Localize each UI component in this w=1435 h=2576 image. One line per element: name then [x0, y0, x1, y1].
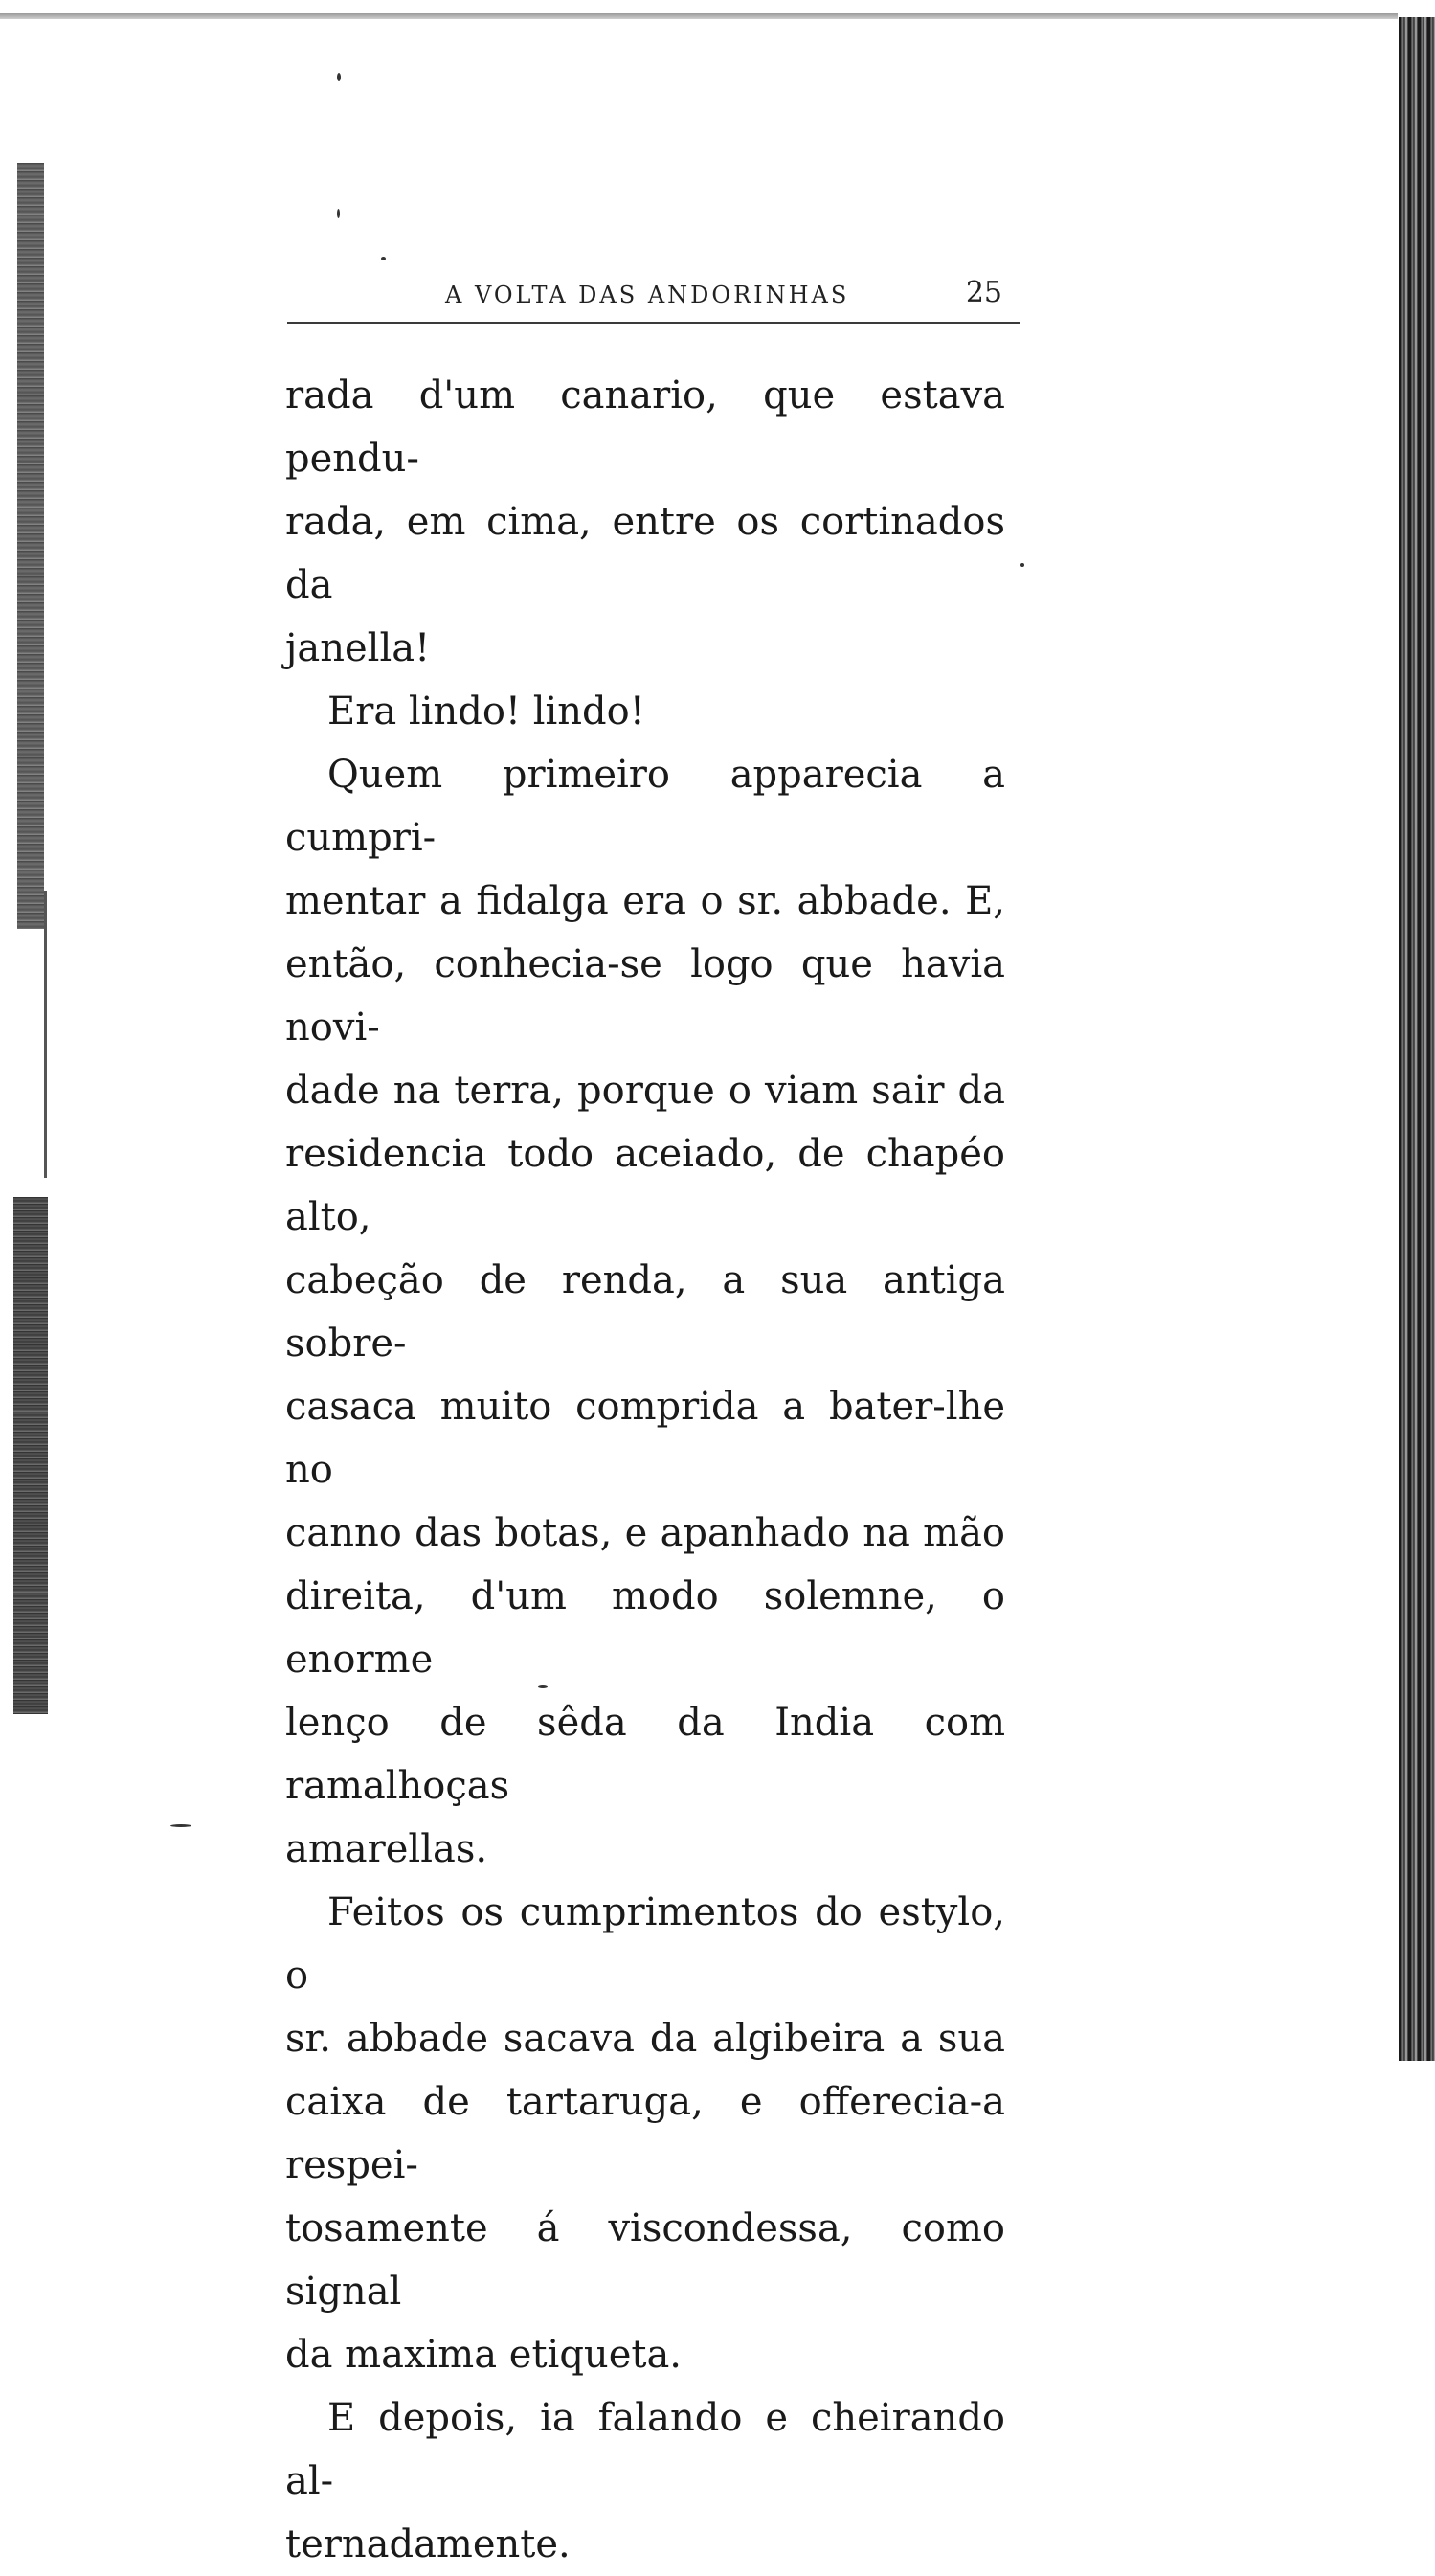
ink-speck [1020, 563, 1024, 567]
text-line: tosamente á viscondessa, como signal [285, 2206, 1005, 2314]
page-stack-edge [1399, 17, 1435, 2061]
text-line: residencia todo aceiado, de chapéo alto, [285, 1132, 1005, 1239]
ink-speck [337, 209, 340, 218]
paragraph [285, 2386, 1005, 2576]
text-line: Feitos os cumprimentos do estylo, o [285, 1890, 1005, 1998]
ink-speck [381, 257, 386, 260]
text-line: caixa de tartaruga, e offerecia-a respei- [285, 2080, 1005, 2187]
paragraph [285, 680, 1005, 743]
text-line: canno das botas, e apanhado na mão [285, 1511, 1005, 1555]
text-line: ternadamente. [285, 2522, 571, 2566]
text-line: então, conhecia-se logo que havia novi- [285, 942, 1005, 1050]
scan-top-edge [0, 13, 1398, 19]
text-line: E depois, ia falando e cheirando al- [285, 2396, 1005, 2503]
text-line: lenço de sêda da India com ramalhoças [285, 1701, 1005, 1808]
text-line: janella! [285, 626, 431, 670]
text-line: dade na terra, porque o viam sair da [285, 1069, 1005, 1113]
text-line: rada, em cima, entre os cortinados da [285, 500, 1005, 607]
text-line: da maxima etiqueta. [285, 2333, 683, 2377]
paragraph [285, 364, 1005, 680]
text-line: cabeção de renda, a sua antiga sobre- [285, 1258, 1005, 1366]
binding-thread [44, 891, 47, 1178]
running-head [287, 276, 1020, 324]
ink-speck [170, 1824, 191, 1827]
paragraph [285, 743, 1005, 1881]
text-line: direita, d'um modo solemne, o enorme [285, 1574, 1005, 1682]
text-line: Era lindo! lindo! [327, 689, 645, 734]
text-line: rada d'um canario, que estava pendu- [285, 373, 1005, 481]
text-line: amarellas. [285, 1827, 488, 1871]
text-line: mentar a fidalga era o sr. abbade. E, [285, 879, 1005, 923]
ink-speck [337, 73, 341, 81]
page-number: 25 [965, 276, 1002, 309]
text-line: sr. abbade sacava da algibeira a sua [285, 2017, 1005, 2061]
scan-binding-shadow-lower [13, 1197, 48, 1714]
text-line: casaca muito comprida a bater-lhe no [285, 1385, 1005, 1492]
body-text [285, 364, 1005, 2576]
running-head-title: A VOLTA DAS ANDORINHAS [445, 282, 850, 308]
scan-binding-shadow [17, 163, 44, 929]
text-line: Quem primeiro apparecia a cumpri- [285, 753, 1005, 860]
paragraph [285, 1881, 1005, 2386]
